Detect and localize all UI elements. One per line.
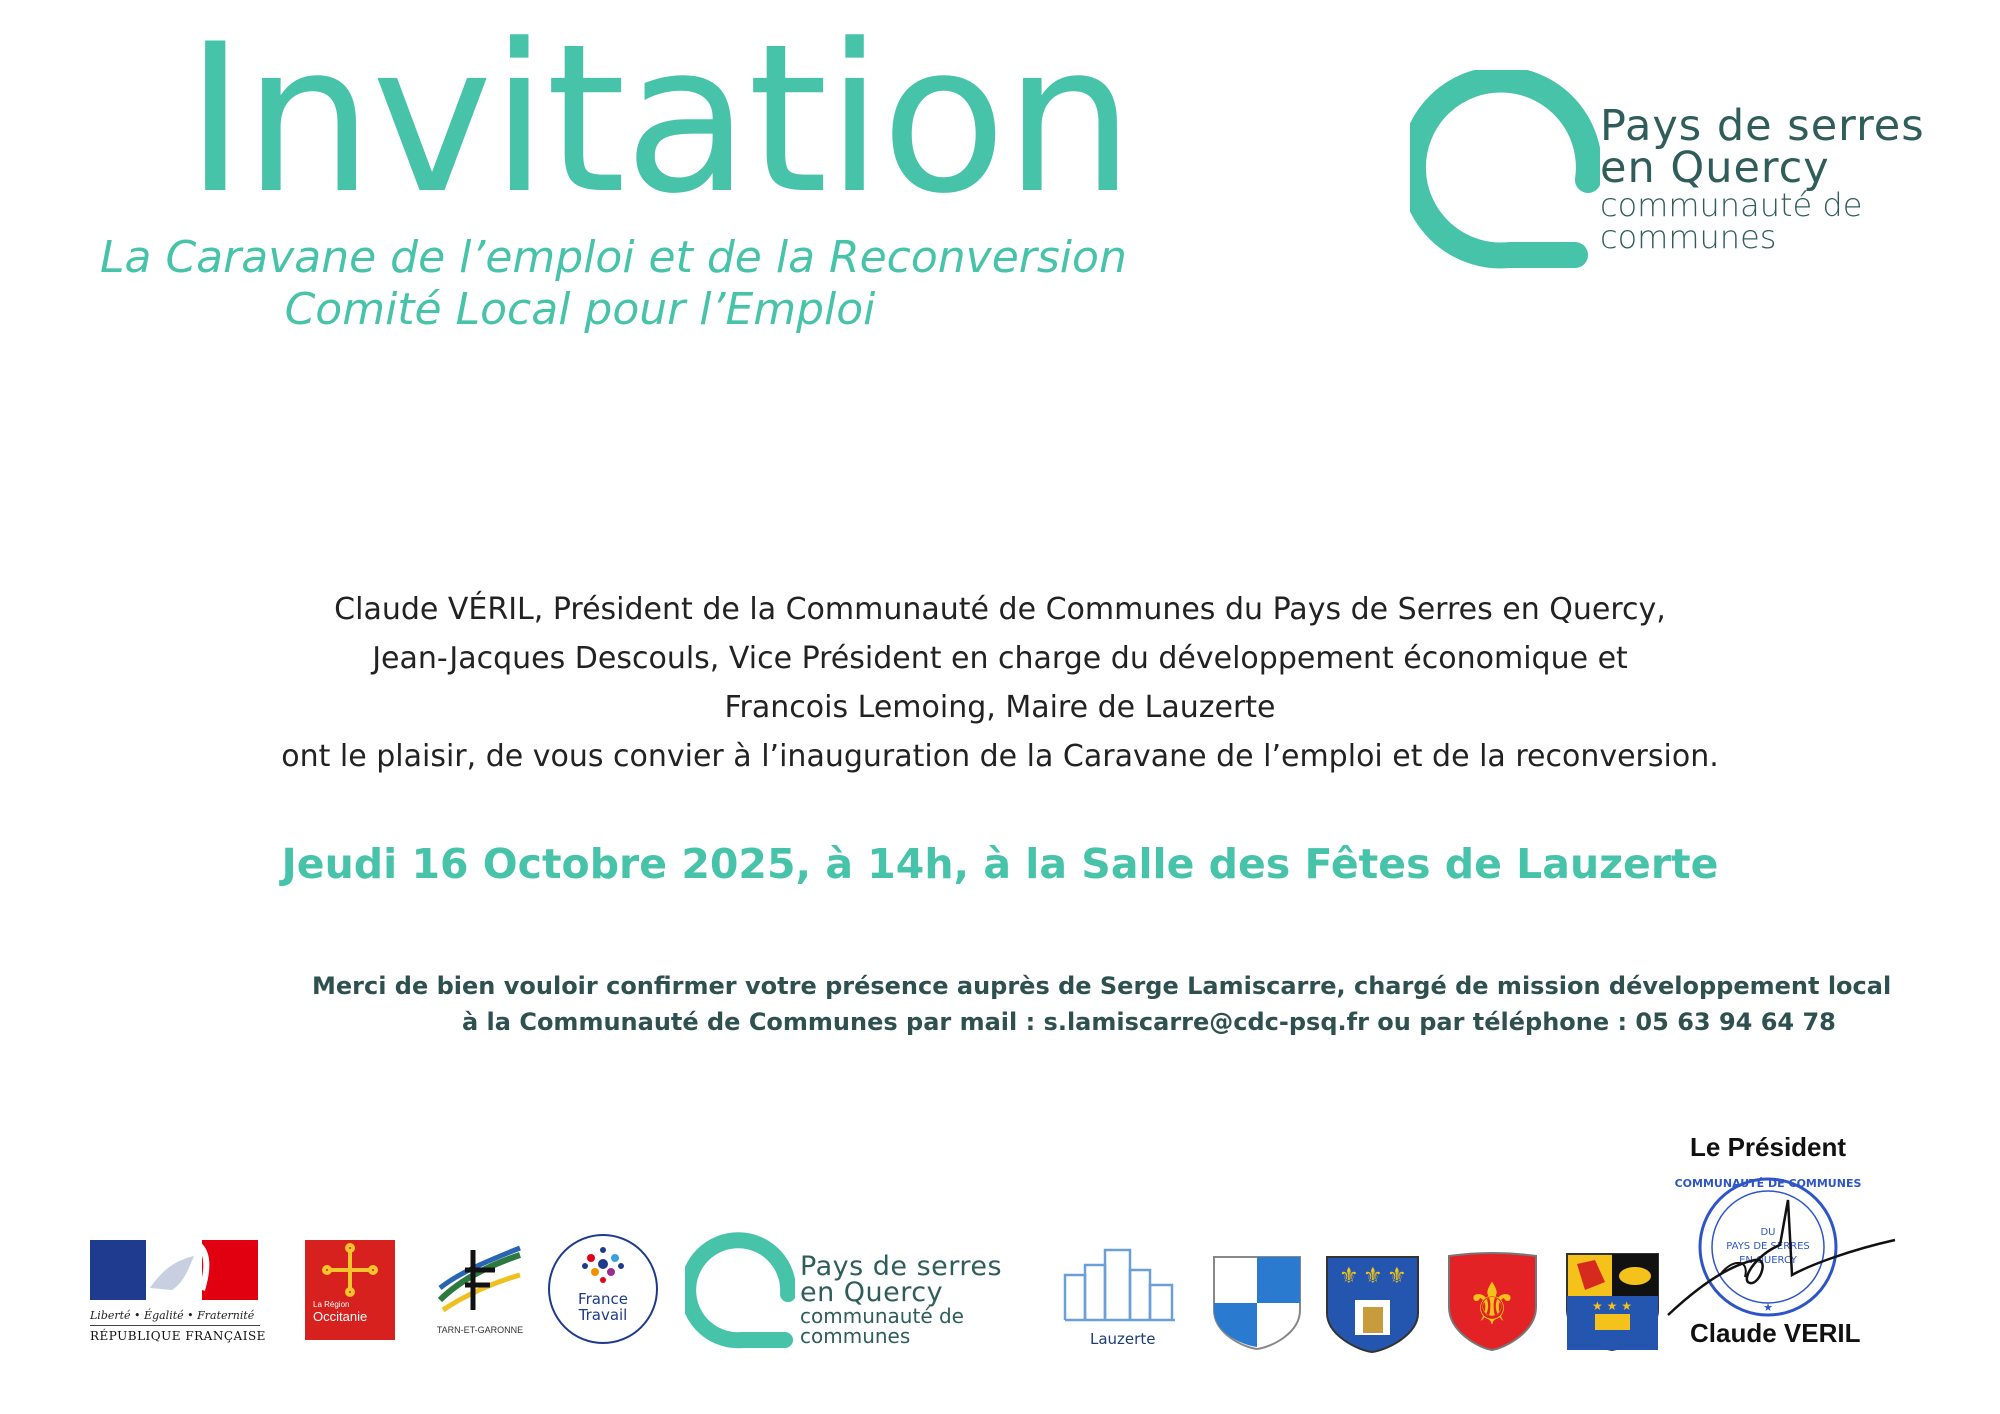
republique-francaise-logo xyxy=(90,1240,266,1345)
coat-of-arms-fleur-tower-icon xyxy=(1325,1255,1420,1353)
signature-name: Claude VERIL xyxy=(1690,1318,1861,1348)
svg-text:⚜: ⚜ xyxy=(1363,1264,1383,1289)
coat-of-arms-checker-icon xyxy=(1212,1255,1302,1350)
svg-text:COMMUNAUTÉ DE COMMUNES: COMMUNAUTÉ DE COMMUNES xyxy=(1674,1177,1862,1190)
body-line-4: ont le plaisir, de vous convier à l’inauguration de la Caravane de l’emploi et de la reconversion. xyxy=(281,739,1719,774)
marianne-flag-icon xyxy=(90,1240,258,1300)
rsvp-line-1: Merci de bien vouloir confirmer votre présence auprès de Serge Lamiscarre, chargé de mission développement local xyxy=(312,972,1892,1000)
event-date: Jeudi 16 Octobre 2025, à 14h, à la Salle des Fêtes de Lauzerte xyxy=(281,840,1719,888)
tarn-et-garonne-logo xyxy=(435,1240,525,1340)
svg-text:⚜: ⚜ xyxy=(1387,1264,1407,1289)
page-title: Invitation xyxy=(185,1,1133,239)
republique-name: RÉPUBLIQUE FRANÇAISE xyxy=(90,1329,266,1343)
body-line-1: Claude VÉRIL, Président de la Communauté de Communes du Pays de Serres en Quercy, xyxy=(334,592,1666,627)
occitan-cross-icon xyxy=(305,1240,395,1300)
tarn-et-garonne-label: TARN-ET-GARONNE xyxy=(436,1325,524,1335)
coat-of-arms-quartered-icon xyxy=(1565,1252,1660,1352)
occitanie-name: Occitanie xyxy=(313,1309,368,1324)
svg-text:⚜: ⚜ xyxy=(1339,1264,1359,1289)
coat-of-arms-red-fleur-icon xyxy=(1445,1252,1540,1352)
subtitle-line-2: Comité Local pour l’Emploi xyxy=(284,284,876,335)
tarn-et-garonne-emblem-icon xyxy=(435,1240,525,1320)
svg-text:PAYS DE SERRES: PAYS DE SERRES xyxy=(1726,1241,1810,1252)
rsvp-line-2: à la Communauté de Communes par mail : s.lamiscarre@cdc-psq.fr ou par téléphone : 05 63 94 64 78 xyxy=(462,1008,1836,1036)
brand-line-3: communauté de xyxy=(1600,186,1863,224)
svg-text:EN QUERCY: EN QUERCY xyxy=(1739,1255,1797,1266)
brand-line-2: en Quercy xyxy=(1600,143,1830,193)
footer-brand-line-3: communauté de xyxy=(800,1304,964,1328)
body-line-2: Jean-Jacques Descouls, Vice Président en charge du développement économique et xyxy=(372,641,1628,676)
signature-title: Le Président xyxy=(1690,1132,1847,1162)
q-logo-icon xyxy=(1410,70,1600,270)
footer-brand-line-1: Pays de serres xyxy=(800,1251,1003,1282)
svg-text:DU: DU xyxy=(1760,1227,1776,1238)
footer-brand-line-4: communes xyxy=(800,1324,911,1348)
svg-text:⚜: ⚜ xyxy=(1466,1270,1518,1338)
france-travail-logo xyxy=(548,1234,658,1344)
brand-line-4: communes xyxy=(1600,218,1777,256)
invitation-body xyxy=(0,585,2000,781)
pays-de-serres-logo xyxy=(1410,70,1970,270)
svg-text:★: ★ xyxy=(1763,1301,1773,1314)
france-travail-dots-icon xyxy=(550,1236,656,1291)
svg-text:★ ★ ★: ★ ★ ★ xyxy=(1592,1299,1632,1313)
lauzerte-logo xyxy=(1060,1245,1180,1348)
occitanie-logo xyxy=(305,1240,395,1340)
footer-brand-line-2: en Quercy xyxy=(800,1277,944,1308)
subtitle-line-1: La Caravane de l’emploi et de la Reconversion xyxy=(100,232,1127,283)
lauzerte-town-icon xyxy=(1060,1245,1180,1325)
occitanie-small-label: La Région xyxy=(313,1300,350,1309)
republique-motto: Liberté • Égalité • Fraternité xyxy=(90,1309,255,1322)
body-line-3: Francois Lemoing, Maire de Lauzerte xyxy=(724,690,1276,725)
france-travail-line-1: France xyxy=(578,1290,628,1308)
pays-de-serres-footer-logo xyxy=(685,1232,1025,1352)
q-logo-footer-icon xyxy=(685,1232,795,1352)
brand-line-1: Pays de serres xyxy=(1600,101,1925,151)
lauzerte-label: Lauzerte xyxy=(1090,1330,1156,1348)
official-stamp-icon xyxy=(1660,1165,1900,1325)
france-travail-line-2: Travail xyxy=(578,1306,628,1324)
